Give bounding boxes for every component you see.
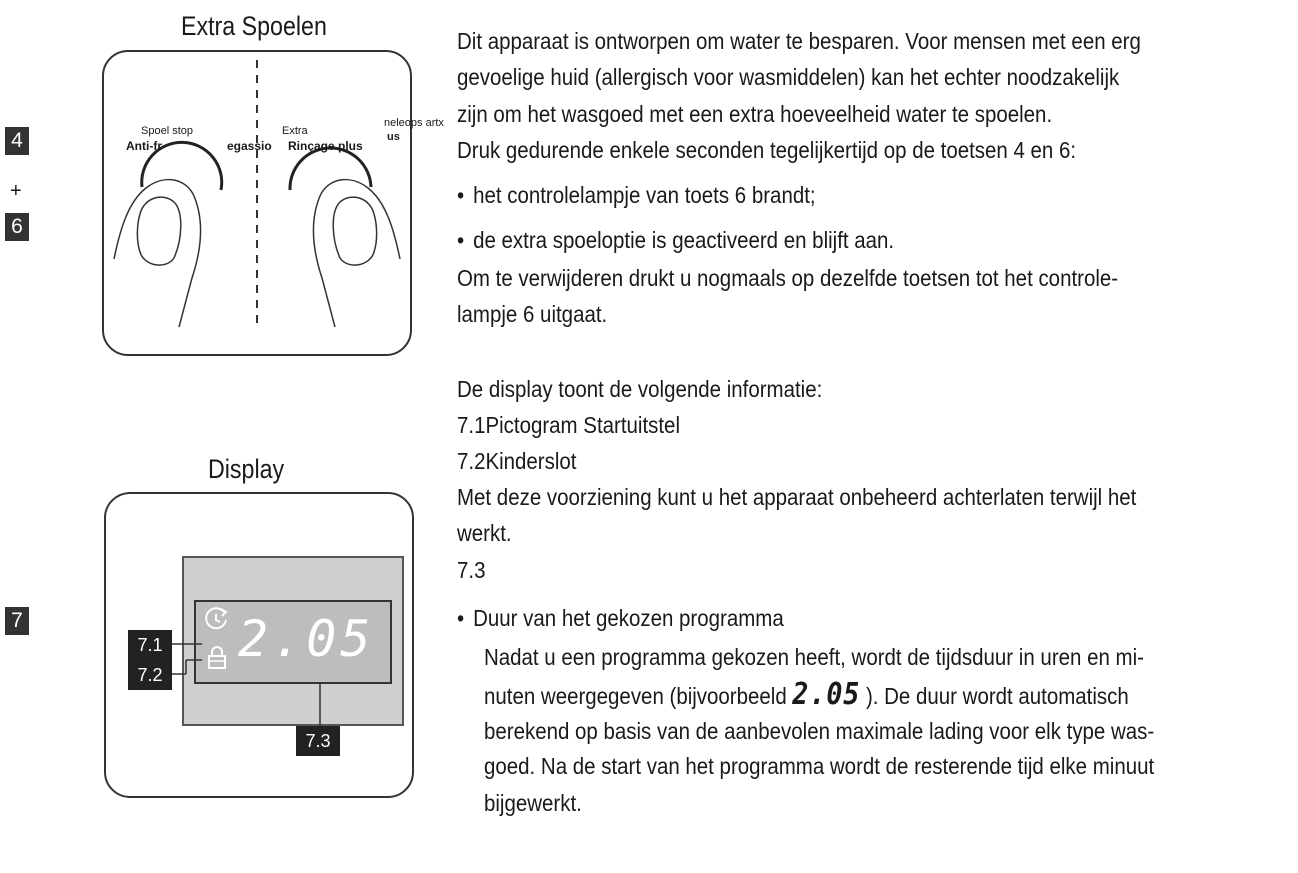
paragraph-line-14 [484, 677, 1129, 712]
far-right-label-small: neleops artx [384, 117, 444, 129]
child-lock-icon [205, 646, 229, 670]
bullet-lamp-on: • het controlelampje van toets 6 brandt; [457, 181, 816, 210]
extra-spoelen-panel [102, 50, 444, 356]
callout-7-1: 7.1 [128, 630, 172, 660]
line-14-end: ). De duur wordt automatisch [865, 683, 1129, 709]
figure-title-display: Display [208, 454, 285, 484]
bullet-option-active: • de extra spoeloptie is geactiveerd en blijft aan. [457, 226, 894, 255]
far-right-label-bold: us [387, 131, 400, 143]
paragraph-line-17: bijgewerkt. [484, 790, 582, 816]
buttons-illustration [104, 52, 410, 354]
paragraph-line-7: De display toont de volgende informatie: [457, 376, 823, 402]
item-7-1: 7.1Pictogram Startuitstel [457, 412, 681, 438]
paragraph-line-11: werkt. [457, 520, 512, 546]
paragraph-line-13: Nadat u een programma gekozen heeft, wordt de tijdsduur in uren en mi- [484, 644, 1144, 670]
line-14-start: nuten weergegeven (bijvoorbeeld [484, 683, 787, 709]
callout-7-2: 7.2 [128, 660, 172, 690]
inline-time-digits: 2.05 [792, 677, 861, 712]
item-7-2: 7.2Kinderslot [457, 448, 577, 474]
paragraph-line-4: Druk gedurende enkele seconden tegelijkertijd op de toetsen 4 en 6: [457, 137, 1077, 163]
display-panel [104, 492, 414, 798]
left-label-small: Spoel stop [141, 125, 193, 137]
bullet-program-duration: • Duur van het gekozen programma [457, 604, 784, 633]
right-finger [313, 180, 400, 327]
key-label-6: 6 [5, 213, 29, 241]
paragraph-line-5: Om te verwijderen drukt u nogmaals op dezelfde toetsen tot het controle- [457, 265, 1119, 291]
paragraph-line-15: berekend op basis van de aanbevolen maximale lading voor elk type was- [484, 718, 1155, 744]
item-7-3: 7.3 [457, 557, 486, 583]
clock-delay-icon [204, 606, 230, 632]
paragraph-line-6: lampje 6 uitgaat. [457, 301, 608, 327]
key-label-4: 4 [5, 127, 29, 155]
paragraph-line-16: goed. Na de start van het programma wordt de resterende tijd elke minuut [484, 753, 1155, 779]
key-label-7: 7 [5, 607, 29, 635]
middle-label-bold: egassio [227, 139, 272, 153]
paragraph-line-3: zijn om het wasgoed met een extra hoeveelheid water te spoelen. [457, 101, 1053, 127]
right-label-small: Extra [282, 125, 308, 137]
lcd-time-digits: 2.05 [238, 610, 375, 668]
right-label-bold: Rinçage plus [288, 139, 363, 153]
left-finger [114, 180, 201, 327]
paragraph-line-1: Dit apparaat is ontworpen om water te besparen. Voor mensen met een erg [457, 28, 1141, 54]
right-fingernail [333, 197, 376, 265]
callout-7-3: 7.3 [296, 726, 340, 756]
plus-sign: + [10, 180, 22, 202]
left-label-bold: Anti-fr [126, 139, 162, 153]
paragraph-line-2: gevoelige huid (allergisch voor wasmiddelen) kan het echter noodzakelijk [457, 64, 1120, 90]
paragraph-line-10: Met deze voorziening kunt u het apparaat onbeheerd achterlaten terwijl het [457, 484, 1137, 510]
figure-title-extra-spoelen: Extra Spoelen [181, 11, 327, 41]
left-fingernail [137, 197, 180, 265]
